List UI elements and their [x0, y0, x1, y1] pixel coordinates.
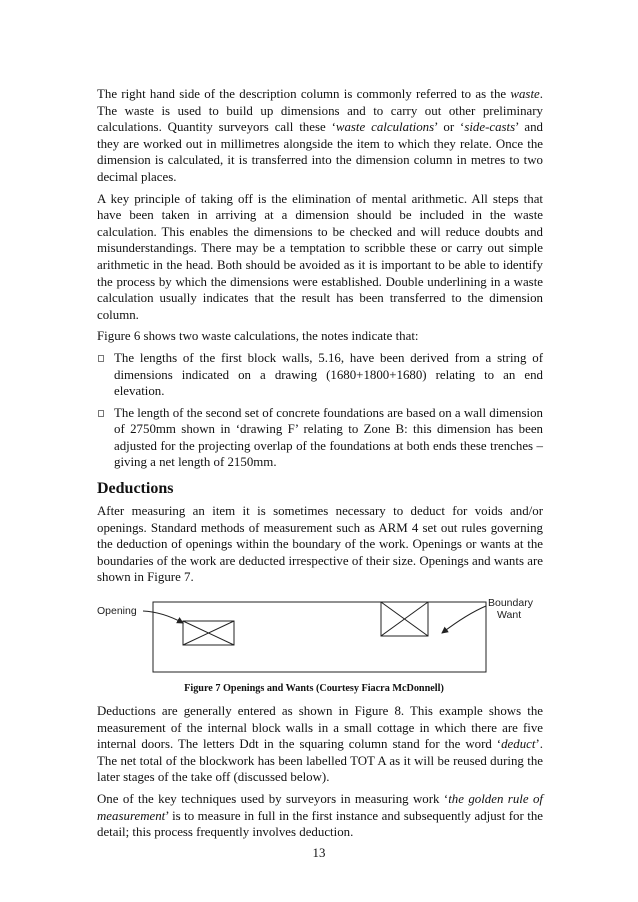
page-number: 13: [312, 846, 326, 860]
text-run: ’ and they are worked out in millimetres alongside the item to which they relate. Once the dimension is calculated, it is transferred into the dimension column in metres to two decimal places.: [97, 120, 543, 184]
page-content: [97, 86, 543, 846]
text-run: ’ is to measure in full in the first instance and subsequently adjust for the detail; this process frequently involves deduction.: [97, 808, 543, 840]
bullet-box-icon: [98, 355, 104, 362]
text-run: ’ or ‘: [434, 120, 465, 135]
opening-arrow: [143, 611, 183, 623]
deductions-heading: Deductions: [97, 480, 174, 498]
text-run: One of the key techniques used by surveyors in measuring work ‘: [97, 792, 449, 806]
text-run: ’. The net total of the blockwork has been labelled TOT A as it will be reused during the later stages of the take off (discussed below).: [97, 737, 543, 785]
waste-paragraph: [97, 86, 543, 186]
want-box: [381, 602, 428, 636]
figure-7-diagram: [97, 592, 543, 680]
want-arrow: [442, 606, 486, 633]
emphasis-waste: waste: [510, 87, 540, 101]
bullet-box-icon: [98, 410, 104, 417]
golden-rule-paragraph: [97, 791, 543, 841]
list-item: [97, 405, 543, 471]
list-item: [97, 350, 543, 400]
emphasis-deduct: deduct: [501, 737, 536, 752]
principle-paragraph: A key principle of taking off is the elimination of mental arithmetic. All steps that have been taken in arriving at a dimension should be included in the waste calculation. This enables the dimensions to be checked and will reduce doubts and misunderstandings. There may be a temptation to scribble these or carry out simple arithmetic in the head. Both should be avoided as it is important to be able to identify the process by which the dimensions were established. Double underlining in a waste calculation usually indicates that the result has been transferred to the dimension column.: [97, 191, 543, 322]
emphasis-side-casts: side-casts: [464, 120, 516, 135]
figure-7-caption: Figure 7 Openings and Wants (Courtesy Fiacra McDonnell): [184, 683, 444, 695]
figure6-intro-paragraph: Figure 6 shows two waste calculations, the notes indicate that:: [97, 329, 419, 344]
bullet-list: [97, 350, 543, 471]
text-run: Deductions are generally entered as shown in Figure 8. This example shows the measurement of the internal block walls in a small cottage in which there are five internal doors. The letters Ddt in the squaring column stand for the word ‘: [97, 704, 543, 752]
emphasis-waste-calculations: waste calculations: [335, 120, 435, 135]
label-want: Want: [497, 609, 522, 622]
emphasis-golden-rule: the golden rule of measurement: [97, 792, 543, 823]
list-item-text: The length of the second set of concrete foundations are based on a wall dimension of 2750mm shown in ‘drawing F’ relating to Zone B: this dimension has been adjusted for the projecting overlap of the foundations at both ends these trenches – giving a net length of 2150mm.: [114, 405, 543, 470]
openings-wants-diagram: [97, 592, 543, 680]
label-opening: Opening: [97, 605, 137, 618]
opening-box: [183, 621, 234, 645]
list-item-text: The lengths of the first block walls, 5.16, have been derived from a string of dimensions indicated on a drawing (1680+1800+1680) relating to an end elevation.: [114, 350, 543, 399]
text-run: The right hand side of the description column is commonly referred to as the: [97, 87, 511, 101]
text-run: . The waste is used to build up dimensions and to carry out other preliminary calculations. Quantity surveyors call these ‘: [97, 87, 543, 135]
deductions-paragraph: After measuring an item it is sometimes necessary to deduct for voids and/or openings. Standard methods of measurement such as ARM 4 set out rules governing the deduction of openings within the boundary of the work. Openings or wants at the boundaries of the work are deducted irrespective of their size. Openings and wants are shown in Figure 7.: [97, 504, 543, 585]
work-boundary-rect: [153, 602, 486, 672]
deductions-entry-paragraph: [97, 703, 543, 786]
label-boundary: Boundary: [488, 597, 533, 610]
